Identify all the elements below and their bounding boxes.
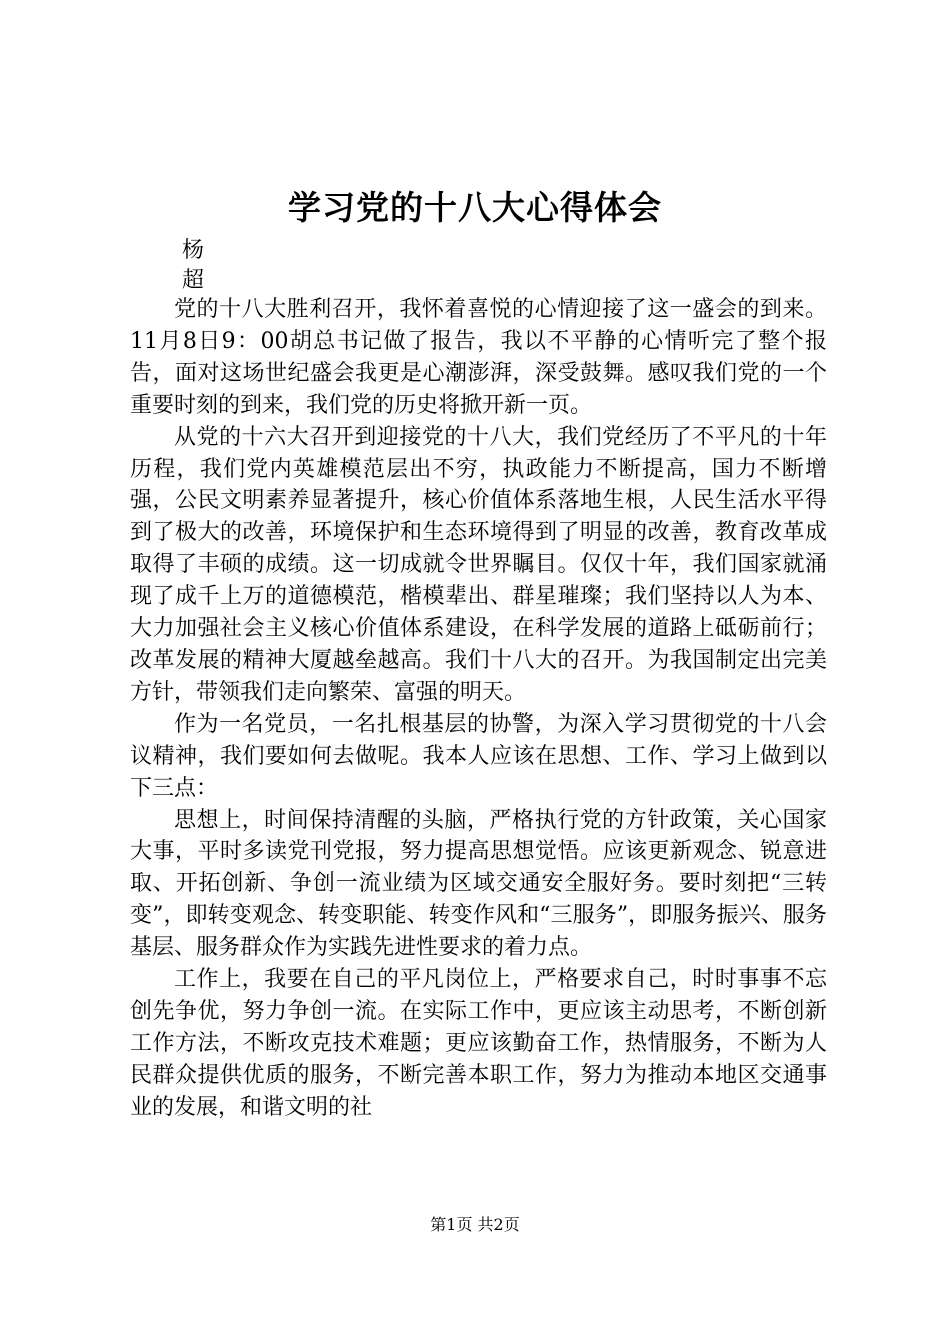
document-body <box>130 294 827 1124</box>
paragraph: 作为一名党员，一名扎根基层的协警，为深入学习贯彻党的十八会议精神，我们要如何去做呢。我本人应该在思想、工作、学习上做到以下三点： <box>130 711 827 801</box>
paragraph: 工作上，我要在自己的平凡岗位上，严格要求自己，时时事事不忘创先争优，努力争创一流。在实际工作中，更应该主动思考，不断创新工作方法，不断攻克技术难题；更应该勤奋工作，热情服务，不断为人民群众提供优质的服务，不断完善本职工作，努力为推动本地区交通事业的发展，和谐文明的社 <box>130 967 827 1120</box>
page-number-footer: 第1页 共2页 <box>430 1215 520 1234</box>
document-title: 学习党的十八大心得体会 <box>288 188 662 227</box>
paragraph: 思想上，时间保持清醒的头脑，严格执行党的方针政策，关心国家大事，平时多读党刊党报，努力提高思想觉悟。应该更新观念、锐意进取、开拓创新、争创一流业绩为区域交通安全服好务。要时刻把“三转变”，即转变观念、转变职能、转变作风和“三服务”，即服务振兴、服务基层、服务群众作为实践先进性要求的着力点。 <box>130 807 827 961</box>
paragraph: 从党的十六大召开到迎接党的十八大，我们党经历了不平凡的十年历程，我们党内英雄模范层出不穷，执政能力不断提高，国力不断增强，公民文明素养显著提升，核心价值体系落地生根，人民生活水平得到了极大的改善，环境保护和生态环境得到了明显的改善，教育改革成取得了丰硕的成绩。这一切成就令世界瞩目。仅仅十年，我们国家就涌现了成千上万的道德模范，楷模辈出、群星璀璨；我们坚持以人为本、大力加强社会主义核心价值体系建设，在科学发展的道路上砥砺前行；改革发展的精神大厦越垒越高。我们十八大的召开。为我国制定出完美方针，带领我们走向繁荣、富强的明天。 <box>130 424 827 705</box>
author-given-name: 超 <box>182 268 205 293</box>
author-surname: 杨 <box>182 238 205 263</box>
paragraph: 党的十八大胜利召开，我怀着喜悦的心情迎接了这一盛会的到来。11月8日9：00胡总书记做了报告，我以不平静的心情听完了整个报告，面对这场世纪盛会我更是心潮澎湃，深受鼓舞。感叹我们党的一个重要时刻的到来，我们党的历史将掀开新一页。 <box>130 297 827 418</box>
